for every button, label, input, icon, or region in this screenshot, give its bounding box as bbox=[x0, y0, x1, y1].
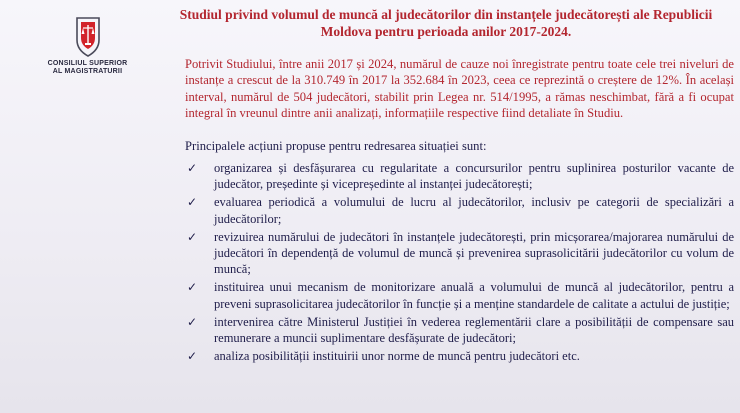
check-icon: ✓ bbox=[187, 314, 198, 329]
check-icon: ✓ bbox=[187, 280, 198, 295]
check-icon: ✓ bbox=[187, 349, 198, 364]
intro-text: Potrivit Studiului, între anii 2017 și 2024, numărul de cauze noi înregistrate pentru toate cele trei niveluri de instanțe a crescut de la 310.749 în 2017 la 352.684 în 2023, ceea ce reprezintă o creștere de 12%. În același interval, numărul de 504 judecători, stabilit prin Legea nr. 514/1995, a rămas neschimbat, fără a fi ocupat integral în vreunul dintre anii analizați, informațiile respective fiind detaliate în Studiu. bbox=[185, 57, 734, 120]
list-item-text: instituirea unui mecanism de monitorizare anuală a volumului de muncă al judecătorilor, pentru a preveni suprasolicitarea judecătorilor în funcție și a menține standardele de calitate a actului de justiție; bbox=[214, 280, 734, 311]
list-item-text: analiza posibilității instituirii unor norme de muncă pentru judecători etc. bbox=[214, 349, 580, 364]
list-item bbox=[185, 314, 734, 346]
list-item bbox=[185, 229, 734, 278]
list-item bbox=[185, 279, 734, 311]
check-icon: ✓ bbox=[187, 229, 198, 244]
list-item-text: evaluarea periodică a volumului de lucru al judecătorilor, inclusiv pe categorii de specializări a judecătorilor; bbox=[214, 195, 734, 226]
list-item-text: revizuirea numărului de judecători în instanțele judecătorești, prin micșorarea/majorarea numărului de judecători în dependență de volumul de muncă și prevenirea suprasolicitării judecătorilor cu volum de muncă; bbox=[214, 229, 734, 277]
logo-caption bbox=[30, 60, 145, 76]
slide-title: Studiul privind volumul de muncă al judecătorilor din instanțele judecătorești ale Republicii Moldova pentru perioada anilor 2017-2024. bbox=[179, 7, 713, 39]
list-item bbox=[185, 194, 734, 226]
list-item bbox=[185, 160, 734, 192]
list-item bbox=[185, 348, 734, 364]
logo-line-1: CONSILIUL SUPERIOR bbox=[47, 60, 128, 67]
check-icon: ✓ bbox=[187, 161, 198, 175]
logo-line-2: AL MAGISTRATURII bbox=[52, 68, 123, 75]
check-icon: ✓ bbox=[187, 195, 198, 210]
actions-list bbox=[185, 160, 734, 366]
scales-of-justice-emblem-icon bbox=[71, 14, 105, 58]
list-item-text: organizarea și desfășurarea cu regularitate a concursurilor pentru suplinirea posturilor vacante de judecător, președinte și vicepreședinte al instanței judecătorești; bbox=[214, 161, 734, 192]
list-item-text: intervenirea către Ministerul Justiției în vederea reglementării clare a posibilității de compensare sau remunerare a muncii suplimentare desfășurate de judecători; bbox=[214, 314, 734, 346]
csm-logo bbox=[30, 14, 145, 94]
intro-paragraph bbox=[185, 56, 734, 121]
actions-lead: Principalele acțiuni propuse pentru redresarea situației sunt: bbox=[185, 139, 487, 153]
